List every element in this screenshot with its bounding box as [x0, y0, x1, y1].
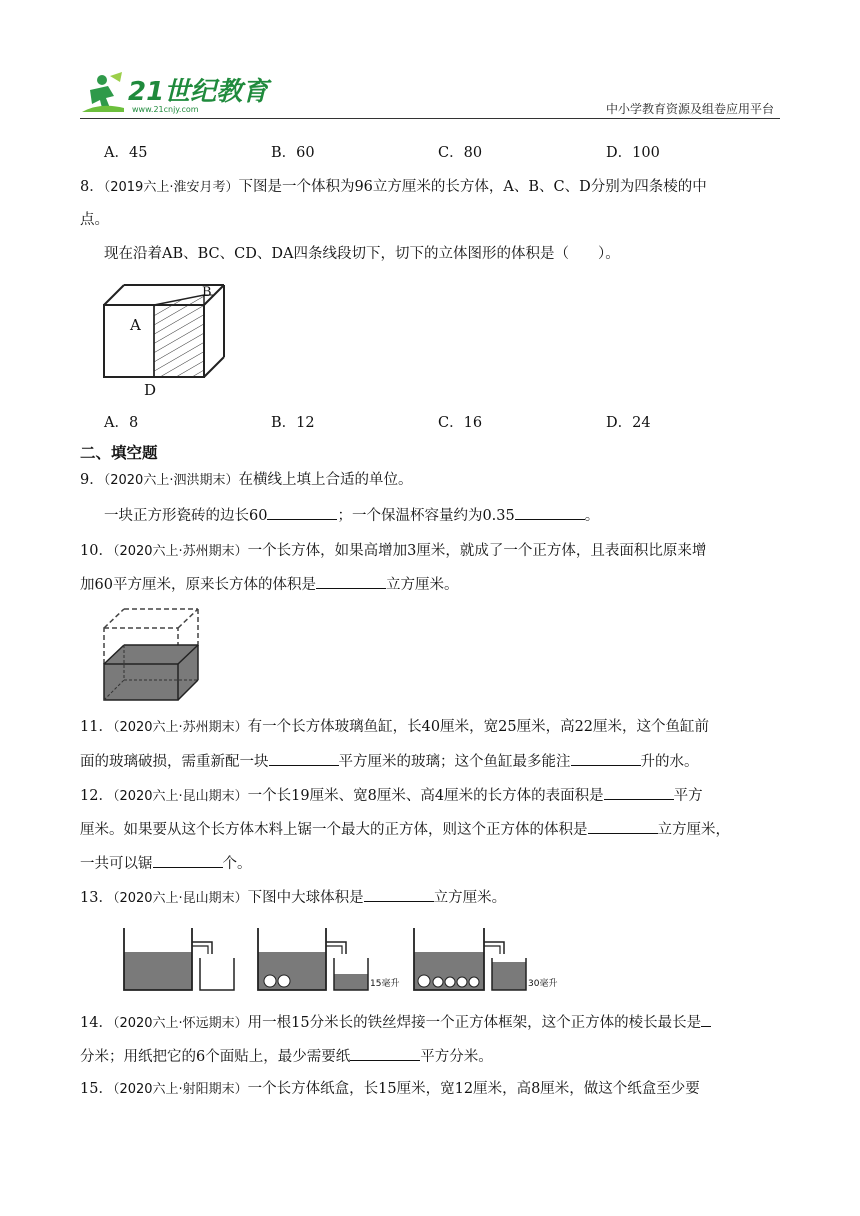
q9-line-b: ；一个保温杯容量约为0.35 — [337, 508, 515, 524]
q12-text-3b: 个。 — [222, 856, 252, 872]
q7-option-d: D．100 — [606, 145, 660, 161]
q8-option-d: D．24 — [606, 415, 651, 431]
q8-cuboid-figure — [100, 282, 230, 397]
q7-option-a: A．45 — [104, 145, 148, 161]
q11-text-1: 有一个长方体玻璃鱼缸，长40厘米，宽25厘米，高22厘米，这个鱼缸前 — [247, 719, 710, 735]
q9-blank-2[interactable] — [515, 504, 585, 520]
q12-line-2 — [80, 818, 730, 841]
q8-option-c: C．16 — [438, 415, 483, 431]
q10-line-1 — [80, 540, 706, 563]
q10-blank[interactable] — [316, 573, 386, 589]
q10-text-2a: 加60平方厘米，原来长方体的体积是 — [80, 577, 316, 593]
q12-text-2a: 厘米。如果要从这个长方体木料上锯一个最大的正方体，则这个正方体的体积是 — [80, 822, 588, 838]
q8-label-d: D — [144, 381, 157, 399]
logo-text: 21世纪教育 — [128, 77, 269, 107]
q8-label-b: B — [202, 285, 212, 300]
q7-option-b: B．60 — [271, 145, 315, 161]
q8-text-3: 现在沿着AB、BC、CD、DA四条线段切下，切下的立体图形的体积是（ ）。 — [104, 246, 620, 262]
q11-text-2a: 面的玻璃破损，需重新配一块 — [80, 754, 269, 770]
q12-text-3a: 一共可以锯 — [80, 856, 153, 872]
q8-option-a: A．8 — [104, 415, 139, 431]
q15-line-1 — [80, 1078, 700, 1101]
q9-source: （2020六上·泗洪期末） — [103, 473, 239, 488]
q14-blank-2[interactable] — [350, 1045, 420, 1061]
q15-source: （2020六上·射阳期末） — [112, 1082, 248, 1097]
q13-tanks-figure — [118, 924, 578, 996]
q11-text-2b: 平方厘米的玻璃；这个鱼缸最多能注 — [338, 754, 571, 770]
q12-blank-3[interactable] — [153, 852, 223, 868]
q14-text-1: 用一根15分米长的铁丝焊接一个正方体框架，这个正方体的棱长最长是 — [247, 1015, 702, 1031]
q9-text: 在横线上填上合适的单位。 — [238, 472, 413, 488]
q13-label-30ml: 30毫升 — [528, 979, 558, 989]
q15-text-1: 一个长方体纸盒，长15厘米，宽12厘米，高8厘米，做这个纸盒至少要 — [247, 1081, 700, 1097]
q9-line-1 — [80, 469, 412, 492]
q11-line-2 — [80, 750, 699, 773]
q11-blank-1[interactable] — [269, 750, 339, 766]
logo-url: www.21cnjy.com — [132, 105, 199, 114]
site-logo — [80, 68, 269, 118]
q11-line-1 — [80, 716, 709, 739]
q10-cuboid-figure — [102, 606, 202, 702]
q14-source: （2020六上·怀远期末） — [112, 1016, 248, 1031]
q9-number: 9． — [80, 472, 104, 488]
q12-number: 12． — [80, 788, 113, 804]
q11-number: 11． — [80, 719, 113, 735]
q14-text-2a: 分米；用纸把它的6个面贴上，最少需要纸 — [80, 1049, 351, 1065]
q14-text-2b: 平方分米。 — [420, 1049, 493, 1065]
q12-text-2b: 立方厘米， — [657, 822, 730, 838]
q13-number: 13． — [80, 890, 113, 906]
q15-number: 15． — [80, 1081, 113, 1097]
q7-option-c: C．80 — [438, 145, 483, 161]
header-divider — [80, 118, 780, 119]
q12-text-1b: 平方 — [673, 788, 703, 804]
section-fill-blank-title: 二、填空题 — [80, 444, 158, 462]
q9-line-2 — [104, 504, 599, 527]
q14-line-1 — [80, 1011, 711, 1035]
q14-blank-1[interactable] — [701, 1011, 711, 1027]
header-platform-text: 中小学教育资源及组卷应用平台 — [605, 102, 774, 116]
q12-line-1 — [80, 784, 703, 808]
q8-text-2: 点。 — [80, 212, 109, 228]
q11-blank-2[interactable] — [571, 750, 641, 766]
q13-text-a: 下图中大球体积是 — [247, 890, 364, 906]
q8-option-b: B．12 — [271, 415, 315, 431]
q13-source: （2020六上·昆山期末） — [112, 891, 248, 906]
q13-label-15ml: 15毫升 — [370, 979, 400, 989]
q10-source: （2020六上·苏州期末） — [112, 544, 248, 559]
q8-line-1 — [80, 176, 707, 199]
q8-label-a: A — [130, 316, 141, 334]
q12-blank-1[interactable] — [604, 784, 674, 800]
q10-text-2b: 立方厘米。 — [385, 577, 459, 593]
q13-blank[interactable] — [364, 886, 434, 902]
q8-text-1: 下图是一个体积为96立方厘米的长方体，A、B、C、D分别为四条棱的中 — [238, 179, 707, 195]
q14-line-2 — [80, 1045, 493, 1068]
q13-text-b: 立方厘米。 — [433, 890, 507, 906]
q8-source: （2019六上·淮安月考） — [103, 180, 239, 195]
q11-text-2c: 升的水。 — [640, 754, 699, 770]
q9-blank-1[interactable] — [267, 504, 337, 520]
q8-number: 8． — [80, 179, 104, 195]
q12-blank-2[interactable] — [588, 818, 658, 834]
q10-number: 10． — [80, 543, 113, 559]
q13-line-1 — [80, 886, 506, 910]
q12-text-1a: 一个长19厘米、宽8厘米、高4厘米的长方体的表面积是 — [247, 788, 604, 804]
q11-source: （2020六上·苏州期末） — [112, 720, 248, 735]
q10-text-1: 一个长方体，如果高增加3厘米，就成了一个正方体，且表面积比原来增 — [247, 543, 707, 559]
q14-number: 14． — [80, 1015, 113, 1031]
q9-line-c: 。 — [584, 508, 600, 524]
q10-line-2 — [80, 573, 458, 596]
q9-line-a: 一块正方形瓷砖的边长60 — [104, 508, 268, 524]
q12-line-3 — [80, 852, 252, 875]
q12-source: （2020六上·昆山期末） — [112, 789, 248, 804]
